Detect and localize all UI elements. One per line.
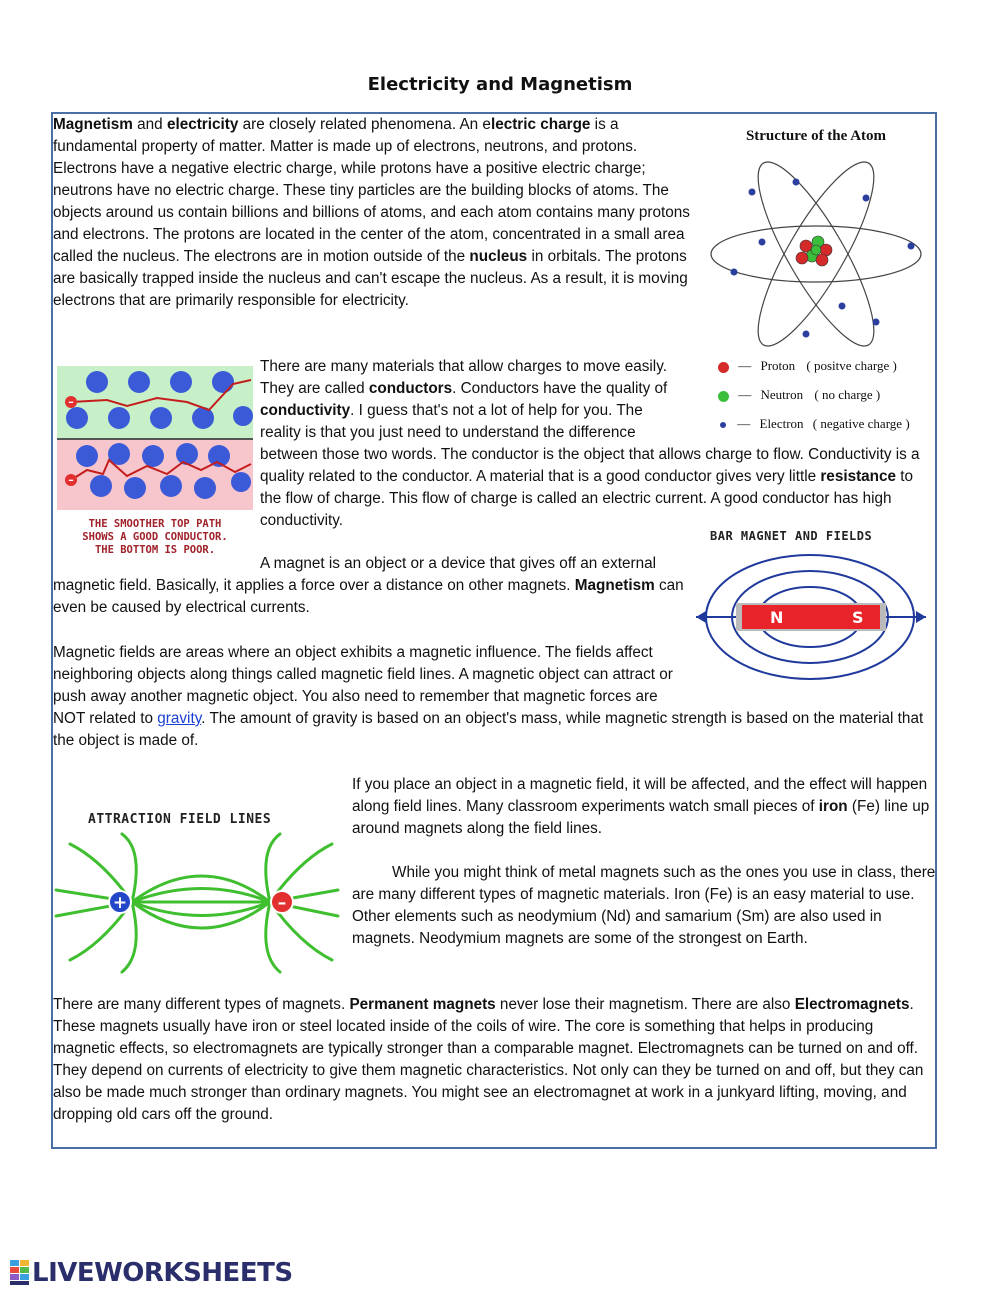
text: is a fundamental property of matter. Matter is made up of electrons, neutrons, and protons. Electrons have a negative electric charge, while protons have a positive electric charge; neutrons have no electric charge. These tiny particles are the building blocks of atoms. The objects around us contain billions and billions of atoms, and each atom contains many protons and electrons. The protons are located in the center of the atom, concentrated in a small area called the nucleus. The electrons are in motion outside of the xyxy=(53,116,690,265)
text: There are many materials that allow charges to move easily. They are called xyxy=(260,358,667,397)
text: . These magnets usually have iron or steel located inside of the coils of wire. The core is something that helps in producing magnetic effects, so electromagnets are typically stronger than a comparable magnet. Electromagnets can be turned on and off. They depend on currents of electricity to give them magnetic characteristics. Not only can they be turned on and off, but they can also be made much stronger than ordinary magnets. You might see an electromagnet at work in a junkyard lifting, moving, and dropping old cars off the ground. xyxy=(53,996,924,1123)
bold-term: electricity xyxy=(166,116,239,133)
paragraph-magnetic-fields xyxy=(53,642,937,752)
conductor-figure xyxy=(57,366,257,561)
text: to the flow of charge. This flow of charge is called an electric current. A good conductor has high conductivity. xyxy=(260,468,914,529)
caption-line: SHOWS A GOOD CONDUCTOR. xyxy=(82,531,228,543)
text: . The amount of gravity is based on an object's mass, while magnetic strength is based on the material that the object is made of. xyxy=(53,710,924,749)
field-figure-title: ATTRACTION FIELD LINES xyxy=(88,812,272,827)
text: If you place an object in a magnetic field, it will be affected, and the effect will happen along field lines. Many classroom experiments watch small pieces of xyxy=(352,776,928,815)
legend-dash: — xyxy=(738,387,752,402)
liveworksheets-logo[interactable] xyxy=(10,1258,293,1288)
conductor-diagram xyxy=(57,366,253,511)
text: in orbitals. The protons are basically trapped inside the nucleus and can't escape the nucleus. As a result, it is moving electrons that are primarily responsible for electricity. xyxy=(53,248,688,309)
text: and xyxy=(132,116,167,133)
electron-sign-bottom: – xyxy=(68,473,74,487)
bar-magnet-title: BAR MAGNET AND FIELDS xyxy=(710,529,873,543)
text: . I guess that's not a lot of help for you. The reality is that you just need to understand the difference between those two words. The conductor is the object that allows charge to flow. Conductivity is a quality related to the conductor. A material that is a good conductor gives very little xyxy=(260,402,920,485)
paragraph-magnet xyxy=(53,553,693,619)
atom-figure-title: Structure of the Atom xyxy=(745,128,887,144)
gravity-link[interactable]: gravity xyxy=(157,710,202,727)
positive-charge-label: + xyxy=(112,893,128,913)
bold-term: resistance xyxy=(820,468,897,485)
bold-term: Permanent magnets xyxy=(349,996,496,1013)
text: never lose their magnetism. There are also xyxy=(495,996,795,1013)
text: While you might think of metal magnets such as the ones you use in class, there are many different types of magnetic materials. Iron (Fe) is an easy material to use. Other elements such as neodymium (Nd) and samarium (Sm) are also used in magnets. Neodymium magnets are some of the strongest on Earth. xyxy=(352,864,936,947)
caption-line: THE SMOOTHER TOP PATH xyxy=(88,518,222,530)
float-spacer-atom xyxy=(668,356,936,444)
legend-desc: ( no charge ) xyxy=(814,387,881,402)
conductor-caption xyxy=(57,518,253,557)
text: (Fe) line up around magnets along the field lines. xyxy=(352,798,930,837)
negative-charge-label: – xyxy=(277,893,287,913)
legend-name: Proton xyxy=(760,358,796,373)
float-spacer-magnet xyxy=(675,642,937,708)
bold-term: conductors xyxy=(368,380,453,397)
bold-term: nucleus xyxy=(469,248,528,265)
caption-line: THE BOTTOM IS POOR. xyxy=(94,544,216,556)
legend-dash: — xyxy=(738,358,752,373)
legend-desc: ( negative charge ) xyxy=(812,416,910,431)
bold-term: iron xyxy=(818,798,848,815)
text: are closely related phenomena. An e xyxy=(238,116,491,133)
electron-sign-top: – xyxy=(68,395,74,409)
text: Magnetic fields are areas where an object exhibits a magnetic influence. The fields affect neighboring objects along things called magnetic field lines. A magnetic object can attract or push away another magnetic object. You also need to remember that magnetic forces are NOT related to xyxy=(53,644,673,727)
south-pole-label: S xyxy=(852,608,864,627)
paragraph-conductors xyxy=(260,356,936,532)
bold-term: Electromagnets xyxy=(794,996,910,1013)
bold-term: lectric charge xyxy=(490,116,591,133)
legend-name: Electron xyxy=(759,416,804,431)
bold-term: conductivity xyxy=(260,402,351,419)
brand-name: LIVEWORKSHEETS xyxy=(32,1258,293,1288)
atom-diagram xyxy=(706,154,936,364)
text: . Conductors have the quality of xyxy=(452,380,668,397)
north-pole-label: N xyxy=(770,608,784,627)
page-title: Electricity and Magnetism xyxy=(367,74,633,95)
legend-name: Neutron xyxy=(760,387,804,402)
bold-term: Magnetism xyxy=(53,116,133,133)
text: A magnet is an object or a device that gives off an external magnetic field. Basically, it applies a force over a distance on other magnets. xyxy=(53,555,656,594)
legend-dash: — xyxy=(737,416,751,431)
legend-desc: ( positve charge ) xyxy=(806,358,897,373)
text: There are many different types of magnets. xyxy=(53,996,350,1013)
liveworksheets-icon xyxy=(10,1260,30,1286)
text: can even be caused by electrical currents. xyxy=(53,577,684,616)
paragraph-magnetic-materials xyxy=(352,862,937,950)
attraction-field-figure xyxy=(52,810,342,980)
field-lines-diagram xyxy=(52,830,342,980)
paragraph-types-of-magnets xyxy=(53,994,937,1126)
paragraph-atoms xyxy=(53,114,703,312)
bold-term: Magnetism xyxy=(574,577,655,594)
